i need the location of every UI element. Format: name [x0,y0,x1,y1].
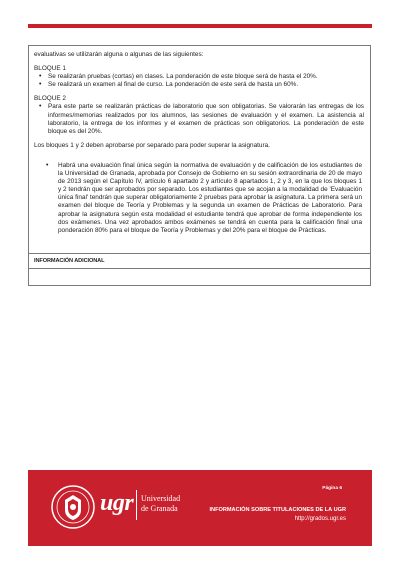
footer [28,470,372,546]
university-name-line1: Universidad [141,494,181,503]
bloque2-list [34,103,364,135]
section-divider [29,268,370,269]
list-item: • Habrá una evaluación final única según la normativa de evaluación y de calificación de los estudiantes de la Universidad de Granada, aprobada por Consejo de Gobierno en su sesión extraordinaria de 20 de mayo de 2013 según el Capítulo IV, artículo 6 apartado 2 y artículo 8 apartados 1, 2 y 3, en la que los bloques 1 y 2 tendrán que ser aprobados por separado. Los estudiantes que se acojan a la modalidad de 'Evaluación única final' tendrán que superar obligatoriamente 2 pruebas para aprobar la asignatura. La primera será un examen del bloque de Teoría y Problemas y la segunda un examen de Prácticas de Laboratorio. Para aprobar la asignatura según esta modalidad el estudiante tendrá que aprobar de forma independiente los dos exámenes. Una vez aprobados ambos exámenes se tendrá en cuenta para la calificación final una ponderación 80% para el bloque de Teoría y Problemas y del 20% para el bloque de Prácticas. [58,162,362,235]
bloque1-title: BLOQUE 1 [34,65,66,73]
bloque1-list [34,73,364,89]
ugr-wordmark: ugr [100,490,134,516]
bloques-note: Los bloques 1 y 2 deben aprobarse por separado para poder superar la asignatura. [34,141,270,149]
grados-link[interactable]: http://grados.ugr.es [294,516,346,522]
university-seal-icon [50,484,96,530]
header-accent-bar [28,24,372,28]
intro-text: evaluativas se utilizarán alguna o algunas de las siguientes: [34,51,204,58]
bloque2-title: BLOQUE 2 [34,95,66,103]
university-name-line2: de Granada [141,504,178,513]
info-adicional-label: INFORMACIÓN ADICIONAL [34,258,105,264]
list-item: • Para este parte se realizarán prácticas de laboratorio que son obligatorias. Se valorarán las entregas de los informes/memorias realizados por los alumnos, las sesiones de evaluación y el examen. La asistencia al laboratorio, la entrega de los informes y el examen de prácticas son obligatorios. La ponderación de este bloque es del 20%. [48,103,364,135]
content-box [28,45,371,286]
titulaciones-heading: INFORMACIÓN SOBRE TITULACIONES DE LA UGR [209,507,346,513]
university-name [141,494,180,514]
section-divider [29,253,370,254]
page-number: Página 6 [322,486,342,491]
final-evaluation-list [34,162,364,235]
footer-separator [136,490,137,520]
list-item: • Se realizará un examen al final de curso. La ponderación de este será de hasta un 60%. [48,81,364,89]
list-item: • Se realizarán pruebas (cortas) en clases. La ponderación de este bloque será de hasta el 20%. [48,73,364,81]
evaluation-text [34,51,364,235]
